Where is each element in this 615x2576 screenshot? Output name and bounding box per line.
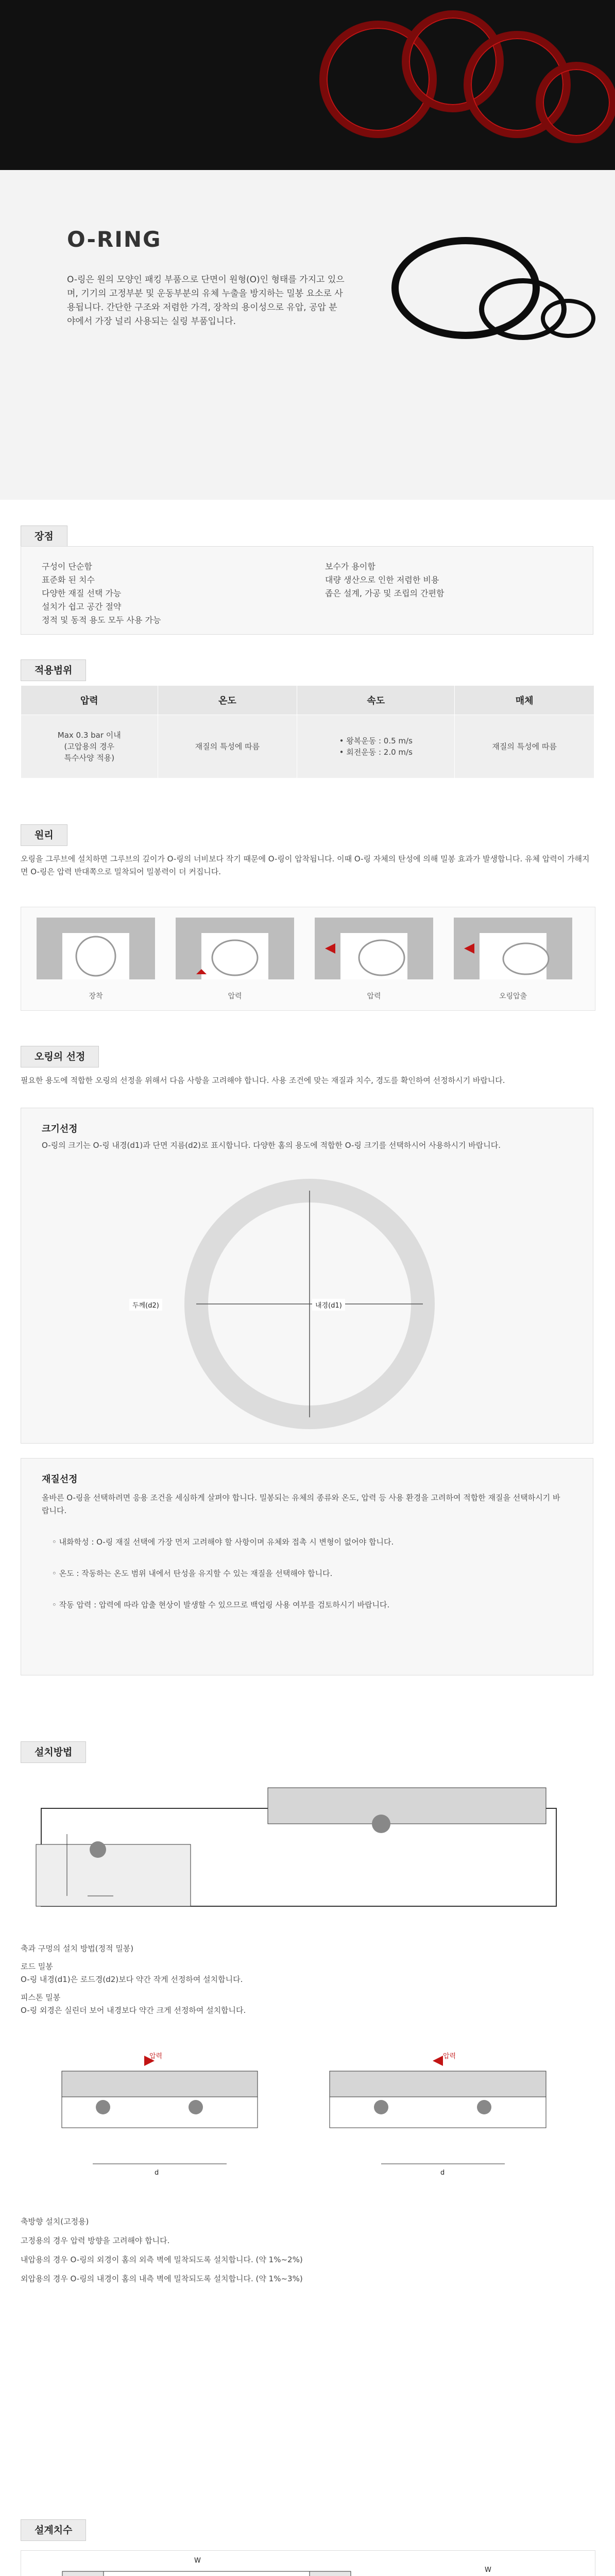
features-right-list	[325, 560, 572, 600]
material-note: ◦ 내화학성 : O-링 재질 선택에 가장 먼저 고려해야 할 사항이며 유체와 접촉 시 변형이 없어야 합니다.	[52, 1537, 394, 1547]
installation-text: 고정용의 경우 압력 방향을 고려해야 합니다.	[21, 2236, 170, 2245]
material-selection-box	[21, 1458, 593, 1675]
subsection-text: 올바른 O-링을 선택하려면 응용 조건을 세심하게 살펴야 합니다. 밀봉되는 유체의 종류와 온도, 압력 등 사용 환경을 고려하여 적합한 재질을 선택하시기 바랍니다.	[42, 1493, 560, 1515]
header-pressure: 압력	[21, 686, 158, 715]
material-notes	[52, 1536, 567, 1612]
size-selection-box	[21, 1108, 593, 1444]
page-title: O-RING	[67, 227, 162, 252]
hero-banner-image	[0, 0, 615, 170]
groove-width-label: W	[485, 2566, 491, 2574]
hero-section	[0, 0, 615, 500]
black-oring-image	[541, 299, 595, 338]
thickness-label: 두께(d2)	[129, 1299, 162, 1311]
inner-diameter-label: 내경(d1)	[312, 1299, 345, 1311]
feature-item: 보수가 용이함	[325, 562, 375, 571]
subsection-title: 재질선정	[42, 1474, 78, 1485]
material-note: ◦ 온도 : 작동하는 온도 범위 내에서 탄성을 유지할 수 있는 재질을 선택해야 합니다.	[52, 1569, 333, 1578]
application-table	[21, 685, 594, 778]
groove-width-label: W	[194, 2557, 201, 2565]
installation-text: 로드 밀봉	[21, 1962, 53, 1971]
design-diagram	[21, 2550, 595, 2576]
features-tab: 장점	[21, 526, 67, 547]
principle-tab: 원리	[21, 824, 67, 846]
pressure-label: 압력	[149, 2053, 163, 2060]
subsection-text: O-링의 크기는 O-링 내경(d1)과 단면 지름(d2)로 표시합니다. 다양한 홈의 용도에 적합한 O-링 크기를 선택하시어 사용하시기 바랍니다.	[42, 1141, 501, 1150]
pressure-label: 압력	[443, 2053, 456, 2060]
features-left-list	[42, 560, 279, 627]
principle-caption: 압력	[367, 992, 381, 1001]
principle-figures	[21, 907, 595, 1011]
header-temperature: 온도	[158, 686, 297, 715]
header-medium: 매체	[455, 686, 594, 715]
installation-text: 외압용의 경우 O-링의 내경이 홈의 내측 벽에 밀착되도록 설치합니다. (약 1%~3%)	[21, 2274, 303, 2283]
installation-text-block	[21, 1942, 592, 2017]
application-table-wrap	[21, 685, 594, 778]
installation-text: O-링 내경(d1)은 로드경(d2)보다 약간 작게 선정하여 설치합니다.	[21, 1975, 243, 1984]
principle-caption: 장착	[89, 992, 103, 1001]
feature-item: 구성이 단순함	[42, 562, 92, 571]
selection-text: 필요한 용도에 적합한 오링의 선정을 위해서 다음 사항을 고려해야 합니다. 사용 조건에 맞는 재질과 치수, 경도를 확인하여 선정하시기 바랍니다.	[21, 1076, 505, 1085]
feature-item: 정적 및 동적 용도 모두 사용 가능	[42, 615, 161, 625]
feature-item: 대량 생산으로 인한 저렴한 비용	[325, 575, 439, 585]
application-tab: 적용범위	[21, 659, 86, 681]
cell-speed: • 왕복운동 : 0.5 m/s • 회전운동 : 2.0 m/s	[297, 715, 455, 778]
design-tab: 설계치수	[21, 2519, 86, 2541]
axial-installation-diagram	[21, 2040, 594, 2205]
principle-caption: 압력	[228, 992, 242, 1001]
header-speed: 속도	[297, 686, 455, 715]
principle-caption: 오링압출	[499, 992, 527, 1001]
feature-item: 표준화 된 치수	[42, 575, 95, 585]
dimension-label: d	[155, 2169, 159, 2177]
cell-medium: 재질의 특성에 따름	[455, 715, 594, 778]
installation-text: 내압용의 경우 O-링의 외경이 홈의 외측 벽에 밀착되도록 설치합니다. (약 1%~2%)	[21, 2255, 303, 2264]
installation-text: O-링 외경은 실린더 보어 내경보다 약간 크게 선정하여 설치합니다.	[21, 2006, 246, 2015]
principle-text: 오링을 그루브에 설치하면 그루브의 깊이가 O-링의 너비보다 작기 때문에 O-링이 압착됩니다. 이때 O-링 자체의 탄성에 의해 밀봉 효과가 발생합니다. 유체 압력이 가해지면 O-링은 압력 반대쪽으로 밀착되어 밀봉력이 더 커집니다.	[21, 854, 590, 876]
installation-text: 피스톤 밀봉	[21, 1993, 61, 2002]
oring-dimension-diagram	[176, 1175, 443, 1433]
cell-pressure: Max 0.3 bar 이내 (고압용의 경우 특수사양 적용)	[21, 715, 158, 778]
feature-item: 좁은 설계, 가공 및 조립의 간편함	[325, 588, 445, 598]
selection-tab: 오링의 선정	[21, 1046, 99, 1067]
hero-description: O-링은 원의 모양인 패킹 부품으로 단면이 원형(O)인 형태를 가지고 있으며, 기기의 고정부분 및 운동부분의 유체 누출을 방지하는 밀봉 요소로 사용됩니다. 간단한 구조와 저렴한 가격, 장착의 용이성으로 유압, 공압 분야에서 가장 널리 사용되는 실링 부품입니다.	[67, 275, 345, 327]
cell-temperature: 재질의 특성에 따름	[158, 715, 297, 778]
installation-tab: 설치방법	[21, 1741, 86, 1763]
installation-text-block-2	[21, 2215, 592, 2285]
installation-text: 축과 구멍의 설치 방법(정적 밀봉)	[21, 1944, 134, 1953]
subsection-title: 크기선정	[42, 1124, 78, 1134]
rod-piston-diagram	[21, 1777, 594, 1932]
feature-item: 다양한 재질 선택 가능	[42, 588, 122, 598]
red-oring-image	[536, 62, 615, 143]
installation-diagram-2	[21, 2040, 594, 2205]
groove-dimension-diagram	[21, 2551, 595, 2576]
features-box	[21, 546, 593, 635]
feature-item: 설치가 쉽고 공간 절약	[42, 602, 122, 612]
dimension-label: d	[440, 2169, 445, 2177]
installation-diagram-1	[21, 1777, 594, 1932]
material-note: ◦ 작동 압력 : 압력에 따라 압출 현상이 발생할 수 있으므로 백업링 사용 여부를 검토하시기 바랍니다.	[52, 1600, 390, 1609]
installation-text: 축방향 설치(고정용)	[21, 2217, 89, 2226]
